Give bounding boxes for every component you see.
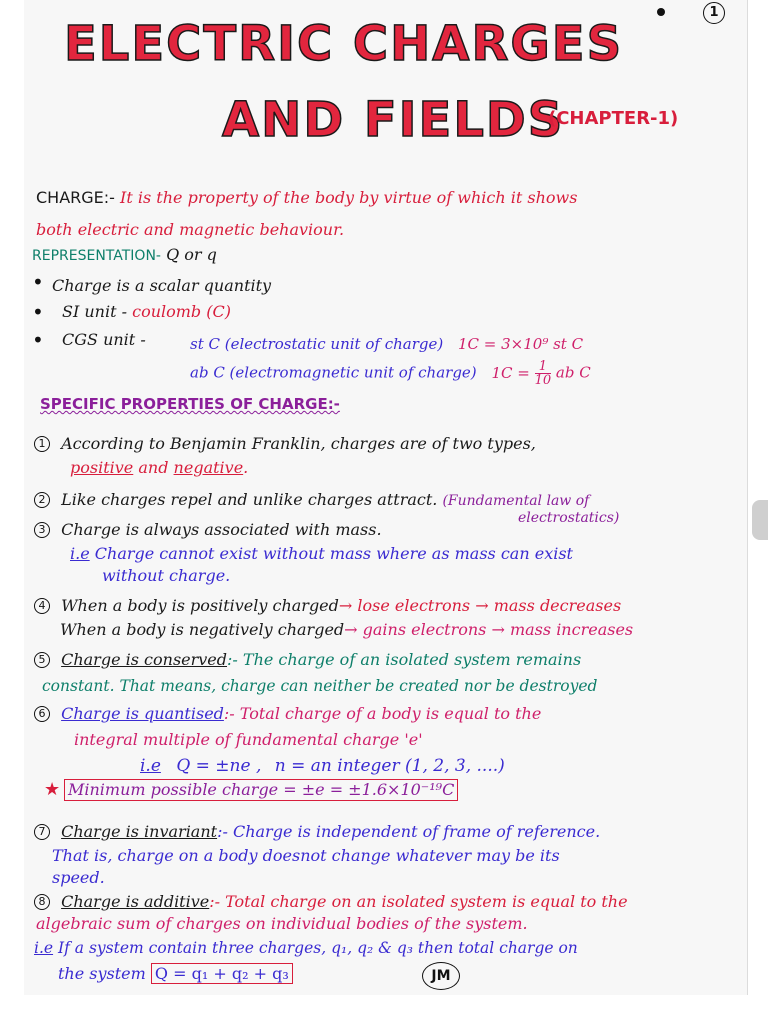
- charge-additive-head: Charge is additive: [61, 892, 210, 911]
- property-5-text: :- The charge of an isolated system remains: [227, 650, 582, 669]
- property-8-line-3-text: If a system contain three charges, q₁, q₂ & q₃ then total charge on: [58, 939, 578, 957]
- property-7-line-2: That is, charge on a body doesnot change whatever may be its: [52, 846, 560, 865]
- cgs-abcoulomb-fraction: [535, 360, 552, 387]
- lose-electrons-text: → lose electrons → mass decreases: [338, 596, 622, 615]
- bullet-si-unit: [62, 302, 231, 322]
- and-text: and: [138, 458, 169, 477]
- total-charge-equation: Q = q₁ + q₂ + q₃: [151, 963, 293, 984]
- charge-conserved-head: Charge is conserved: [61, 650, 228, 669]
- fraction-denominator: 10: [534, 373, 552, 388]
- property-1: [34, 434, 536, 454]
- quantisation-equation: Q = ±ne ,: [176, 756, 262, 776]
- property-8-line-4: [58, 964, 293, 984]
- author-initials: JM: [422, 962, 460, 990]
- fundamental-law-text-2: electrostatics): [518, 510, 620, 526]
- title-line-1: ELECTRIC CHARGES: [64, 16, 624, 72]
- property-7-line-3: speed.: [52, 868, 105, 887]
- negatively-charged-text: When a body is negatively charged: [60, 620, 345, 639]
- cgs-unit-label: CGS unit -: [62, 330, 146, 349]
- cgs-abcoulomb-relation: 1C =: [491, 363, 530, 382]
- property-number: 7: [34, 824, 50, 840]
- negative-text: negative: [173, 458, 244, 477]
- positive-text: positive: [70, 458, 134, 477]
- specific-properties-heading: SPECIFIC PROPERTIES OF CHARGE:-: [40, 395, 340, 413]
- minimum-charge-box: Minimum possible charge = ±e = ±1.6×10⁻¹⁹C: [64, 779, 458, 801]
- ie-label: i.e: [70, 544, 90, 563]
- charge-label: CHARGE:-: [36, 188, 115, 207]
- property-1-text: According to Benjamin Franklin, charges are of two types,: [61, 434, 536, 453]
- cgs-statcoulomb-text: st C (electrostatic unit of charge): [190, 335, 444, 353]
- representation-value: Q or q: [166, 245, 217, 264]
- fraction-numerator: 1: [535, 360, 552, 374]
- the-system-text: the system: [58, 964, 146, 983]
- representation-label: REPRESENTATION-: [32, 248, 161, 264]
- property-number: 6: [34, 706, 50, 722]
- property-6-equation: [140, 756, 505, 776]
- bullet-scalar: Charge is a scalar quantity: [52, 276, 272, 295]
- property-number: 4: [34, 598, 50, 614]
- property-3: [34, 520, 382, 540]
- charge-definition: [36, 188, 577, 208]
- property-8-line-3: [34, 938, 578, 958]
- charge-invariant-head: Charge is invariant: [61, 822, 218, 841]
- property-5-line-1: [34, 650, 581, 670]
- si-unit-value: coulomb (C): [132, 302, 231, 321]
- charge-quantised-head: Charge is quantised: [61, 704, 224, 723]
- property-3-line-3: without charge.: [102, 566, 231, 585]
- property-4-line-2: [60, 620, 633, 640]
- property-8-text: :- Total charge on an isolated system is equal to the: [209, 892, 628, 911]
- integer-note: n = an integer (1, 2, 3, ....): [274, 756, 505, 776]
- property-4-line-1: [34, 596, 621, 616]
- bullet-dot: •: [32, 270, 44, 294]
- fundamental-law-text: (Fundamental law of: [442, 493, 590, 509]
- si-unit-label: SI unit -: [62, 302, 128, 321]
- bullet-dot: •: [32, 328, 44, 352]
- property-7-text: :- Charge is independent of frame of reference.: [217, 822, 601, 841]
- title-line-2: AND FIELDS: [222, 92, 565, 148]
- chapter-label: (CHAPTER-1): [548, 108, 679, 129]
- cgs-abcoulomb-text: ab C (electromagnetic unit of charge): [190, 363, 477, 382]
- charge-definition-text-1: It is the property of the body by virtue of which it shows: [120, 188, 578, 207]
- property-8-line-1: [34, 892, 628, 912]
- side-scroll-handle[interactable]: [752, 500, 768, 540]
- period: .: [243, 458, 249, 477]
- property-number: 2: [34, 492, 50, 508]
- star-icon: ★: [44, 779, 61, 800]
- property-6-line-1: [34, 704, 541, 724]
- property-2: [34, 490, 589, 511]
- cgs-statcoulomb-relation: 1C = 3×10⁹ st C: [458, 335, 584, 353]
- property-number: 1: [34, 436, 50, 452]
- charge-definition-text-2: both electric and magnetic behaviour.: [36, 220, 345, 239]
- property-2-text: Like charges repel and unlike charges attract.: [61, 490, 438, 509]
- ie-label: i.e: [140, 756, 161, 776]
- property-6-line-2: integral multiple of fundamental charge 'e': [74, 730, 423, 749]
- property-1-types: [70, 458, 248, 478]
- gains-electrons-text: → gains electrons → mass increases: [344, 620, 634, 639]
- property-number: 3: [34, 522, 50, 538]
- property-8-line-2: algebraic sum of charges on individual bodies of the system.: [36, 914, 528, 933]
- property-6-text: :- Total charge of a body is equal to the: [223, 704, 542, 723]
- cgs-statcoulomb: [190, 334, 583, 354]
- property-7-line-1: [34, 822, 600, 842]
- property-3-text: Charge is always associated with mass.: [61, 520, 382, 539]
- cgs-abcoulomb-unit: ab C: [555, 363, 591, 382]
- cgs-abcoulomb: [190, 360, 591, 387]
- property-number: 5: [34, 652, 50, 668]
- ie-label: i.e: [34, 939, 54, 957]
- bullet-dot: •: [32, 300, 44, 324]
- representation-line: [32, 245, 217, 266]
- property-number: 8: [34, 894, 50, 910]
- page-number: 1: [703, 2, 725, 24]
- positively-charged-text: When a body is positively charged: [61, 596, 339, 615]
- property-5-line-2: constant. That means, charge can neither be created nor be destroyed: [42, 677, 598, 695]
- ink-dot: [657, 8, 665, 16]
- property-3-line-2: [70, 544, 573, 564]
- property-3-line-2-text: Charge cannot exist without mass where as mass can exist: [94, 544, 573, 563]
